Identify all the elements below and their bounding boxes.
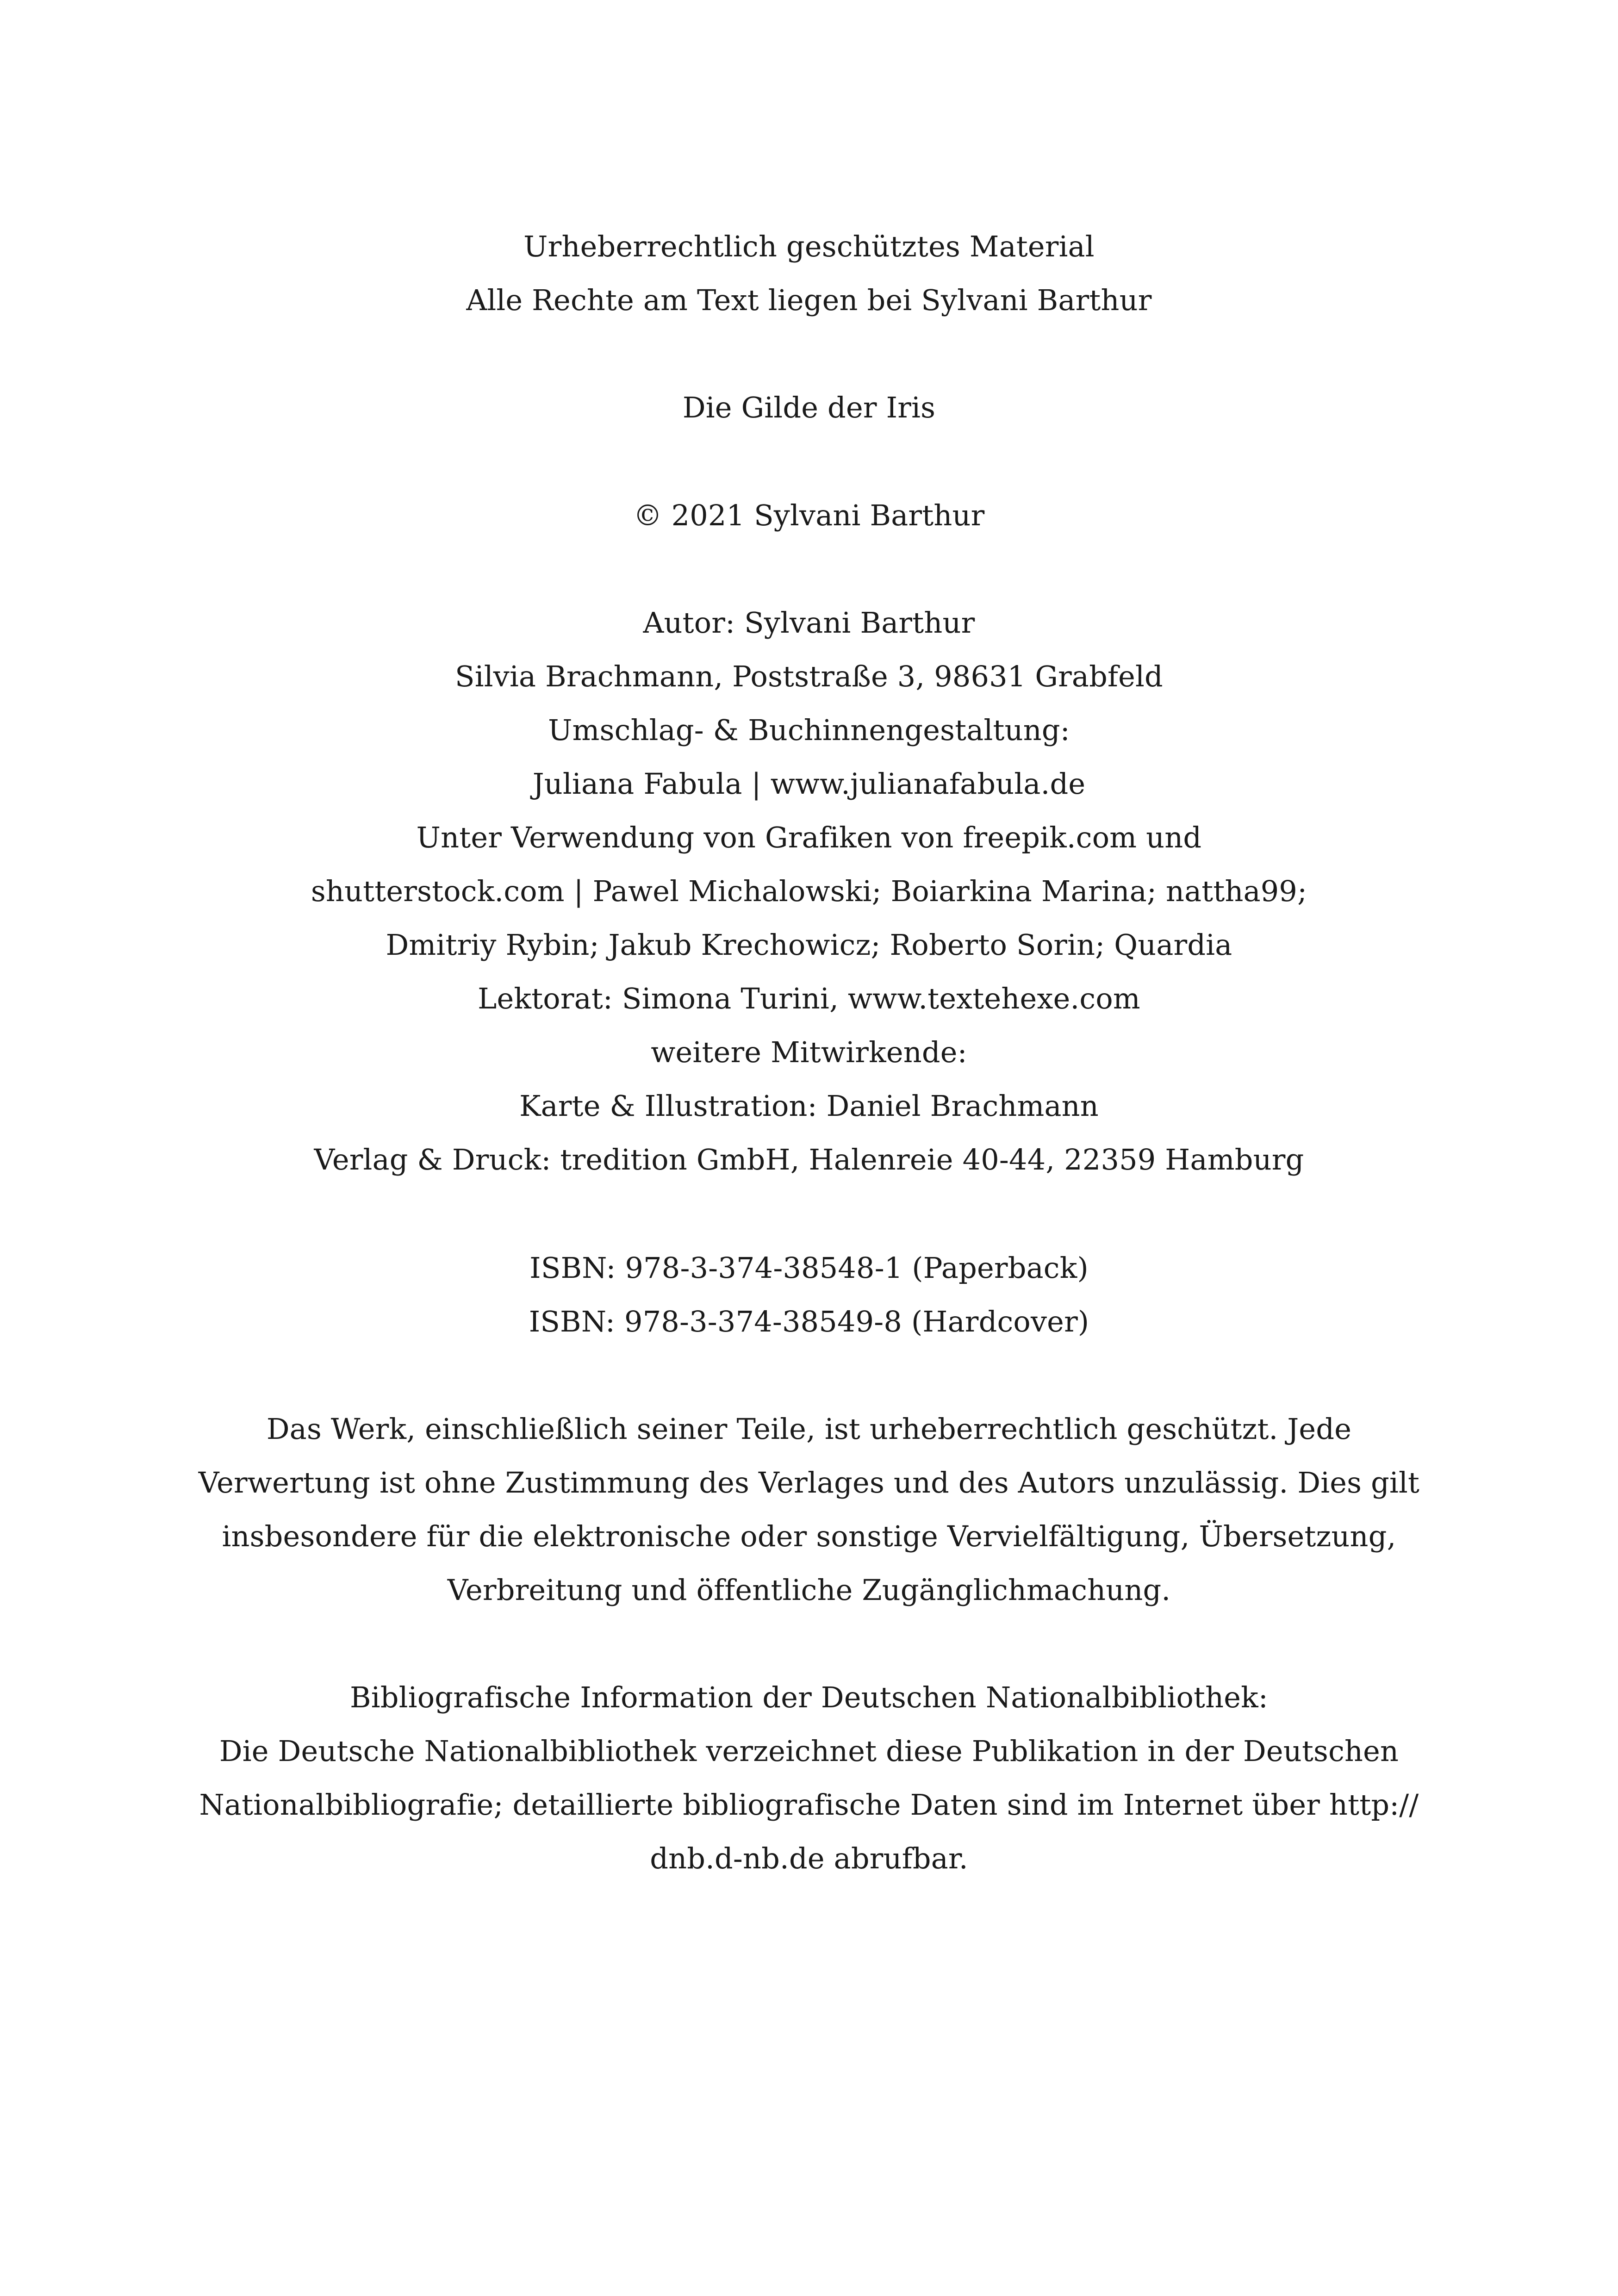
book-title-text: Die Gilde der Iris <box>682 391 936 424</box>
copyright-notice-text: © 2021 Sylvani Barthur <box>633 498 985 532</box>
isbn-list <box>0 1241 1618 1349</box>
credit-line: Dmitriy Rybin; Jakub Krechowicz; Roberto Sorin; Quardia <box>386 928 1232 962</box>
bibliographic-line: Bibliografische Information der Deutschen Nationalbibliothek: <box>350 1680 1268 1714</box>
bibliographic-info <box>0 1671 1618 1885</box>
credit-line: Umschlag- & Buchinnengestaltung: <box>548 713 1070 747</box>
rights-statement <box>0 1402 1618 1617</box>
isbn-line: ISBN: 978-3-374-38548-1 (Paperback) <box>529 1251 1089 1285</box>
rights-line: Das Werk, einschließlich seiner Teile, ist urheberrechtlich geschützt. Jede <box>266 1412 1352 1446</box>
bibliographic-line: Die Deutsche Nationalbibliothek verzeichnet diese Publikation in der Deutschen <box>219 1734 1399 1768</box>
isbn-line: ISBN: 978-3-374-38549-8 (Hardcover) <box>529 1305 1089 1338</box>
credit-line: Juliana Fabula | www.julianafabula.de <box>532 767 1086 801</box>
credit-line: Verlag & Druck: tredition GmbH, Halenreie 40-44, 22359 Hamburg <box>314 1143 1304 1176</box>
rights-line: insbesondere für die elektronische oder sonstige Vervielfältigung, Übersetzung, <box>222 1519 1396 1553</box>
book-title <box>0 381 1618 435</box>
credits <box>0 596 1618 1187</box>
copyright-header-line-1: Urheberrechtlich geschütztes Material <box>523 230 1095 263</box>
credit-line: shutterstock.com | Pawel Michalowski; Boiarkina Marina; nattha99; <box>311 874 1307 908</box>
copyright-header-line-2: Alle Rechte am Text liegen bei Sylvani Barthur <box>466 283 1152 317</box>
copyright-notice <box>0 489 1618 542</box>
credit-line: Silvia Brachmann, Poststraße 3, 98631 Grabfeld <box>455 660 1163 693</box>
credit-line: Unter Verwendung von Grafiken von freepik.com und <box>416 821 1202 854</box>
bibliographic-line: Nationalbibliografie; detaillierte bibliografische Daten sind im Internet über http:// <box>199 1788 1419 1822</box>
rights-line: Verbreitung und öffentliche Zugänglichmachung. <box>447 1573 1171 1607</box>
credit-line: Karte & Illustration: Daniel Brachmann <box>519 1089 1099 1123</box>
copyright-header <box>0 220 1618 327</box>
credit-line: Lektorat: Simona Turini, www.textehexe.com <box>478 982 1140 1015</box>
credit-line: weitere Mitwirkende: <box>651 1035 967 1069</box>
credit-line: Autor: Sylvani Barthur <box>643 606 975 640</box>
rights-line: Verwertung ist ohne Zustimmung des Verlages und des Autors unzulässig. Dies gilt <box>198 1466 1420 1500</box>
bibliographic-line: dnb.d-nb.de abrufbar. <box>650 1842 968 1875</box>
